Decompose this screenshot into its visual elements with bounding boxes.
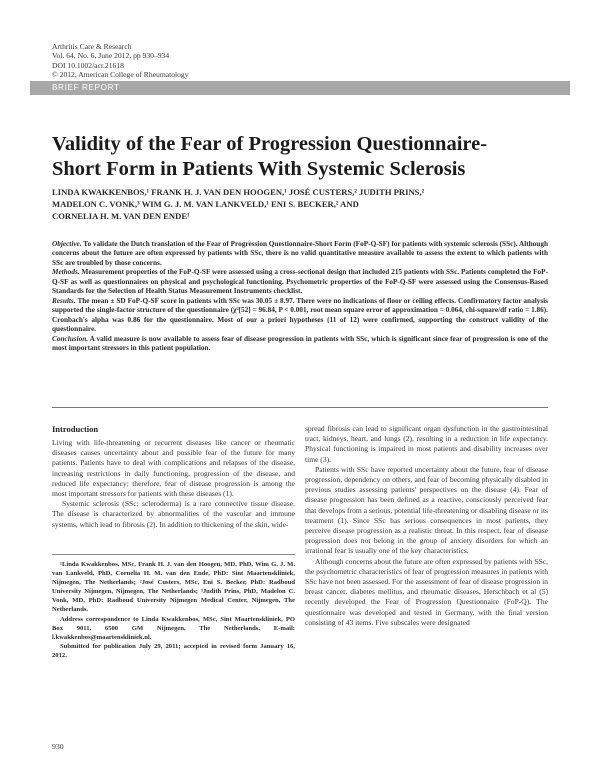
objective-label: Objective. <box>52 240 82 248</box>
conclusion-label: Conclusion. <box>52 334 89 343</box>
article-title <box>52 132 572 182</box>
right-column <box>305 424 548 628</box>
author-list <box>52 186 572 223</box>
section-band: BRIEF REPORT <box>30 81 570 95</box>
affiliations-footnote <box>52 560 295 660</box>
journal-copyright: © 2012, American College of Rheumatology <box>52 70 189 80</box>
conclusion-text: A valid measure is now available to assess fear of disease progression in patients with SSc, which is significant since fear of progression is one of the most important stressors in this patient population. <box>52 334 548 352</box>
introduction-heading: Introduction <box>52 424 99 434</box>
body-paragraph: Although concerns about the future are often expressed by patients with SSc, the psychometric characteristics of fear of progression measures in patients with SSc have not been assessed. For the assessment of fear of disease progression in breast cancer, diabetes mellitus, and rheumatic diseases, Herschbach et al (5) recently developed the Fear of Progression Questionnaire (FoP-Q). The questionnaire was developed and tested in Germany, with the final version consisting of 43 items. Five subscales were designated <box>305 556 548 627</box>
title-line: Short Form in Patients With Systemic Sclerosis <box>52 158 466 180</box>
results-text: The mean ± SD FoP-Q-SF score in patients with SSc was 30.05 ± 8.97. There were no indications of floor or ceiling effects. Confirmatory factor analysis supported the single-factor structure of the questionnaire (χ²[52] = 96.84, P < 0.001, root mean square error of approximation = 0.064, chi-square/df ratio = 1.86). Cronbach's alpha was 0.86 for the questionnaire. Most of our a priori hypotheses (11 of 12) were confirmed, supporting the construct validity of the questionnaire. <box>52 296 548 334</box>
objective-text: To validate the Dutch translation of the Fear of Progression Questionnaire-Short Form (FoP-Q-SF) for patients with systemic sclerosis (SSc). Although concerns about the future are often expressed by patients with SSc, there is no valid quantitative measure available to assess the extent to which patients with SSc are troubled by those concerns. <box>52 240 548 267</box>
author-line: LINDA KWAKKENBOS,¹ FRANK H. J. VAN DEN HOOGEN,¹ JOSÉ CUSTERS,² JUDITH PRINS,² <box>52 187 425 197</box>
methods-label: Methods. <box>52 268 80 277</box>
journal-doi: DOI 10.1002/acr.21618 <box>52 60 124 70</box>
body-paragraph: Patients with SSc have reported uncertainty about the future, fear of disease progression, dependency on others, and fear of becoming physically disabled in previous studies assessing patients' perspectives on the disease (4). Fear of disease progression has been defined as a reactive, consciously perceived fear that develops from a serious, potential life-threatening or disabling disease or its treatment (1). Since SSc has serious consequences in most patients, they perceive disease progression as a realistic threat. In this respect, fear of disease progression does not belong in the group of anxiety disorders for which an irrational fear is usually one of the key characteristics. <box>305 464 548 556</box>
affiliation-text: ¹Linda Kwakkenbos, MSc, Frank H. J. van den Hoogen, MD, PhD, Wim G. J. M. van Lankveld, PhD, Cornelia H. M. van den Ende, PhD: Sint Maartenskliniek, Nijmegen, The Netherlands; ²José Custers, MSc, Eni S. Becker, PhD: Radboud University Nijmegen, Nijmegen, The Netherlands; ³Judith Prins, PhD, Madelon C. Vonk, MD, PhD: Radboud University Nijmegen Medical Center, Nijmegen, The Netherlands. <box>52 561 295 614</box>
intro-paragraph: Systemic sclerosis (SSc; scleroderma) is a rare connective tissue disease. The disease is characterized by abnormalities of the vascular and immune systems, which lead to fibrosis (2). In addition to thickening of the skin, wide- <box>52 499 295 529</box>
title-line: Validity of the Fear of Progression Questionnaire- <box>52 133 488 155</box>
page-number: 930 <box>52 742 64 751</box>
footnote-divider <box>52 554 295 555</box>
left-column <box>52 424 295 530</box>
body-paragraph: spread fibrosis can lead to significant organ dysfunction in the gastrointestinal tract, kidneys, heart, and lungs (2), resulting in a reduction in life expectancy. Physical functioning is impaired in most patients and disability increases over time (3). <box>305 424 548 464</box>
abstract-methods <box>52 268 548 296</box>
author-line: MADELON C. VONK,³ WIM G. J. M. VAN LANKVELD,¹ ENI S. BECKER,² AND <box>52 199 359 210</box>
journal-issue: Vol. 64, No. 6, June 2012, pp 930–934 <box>52 51 170 61</box>
intro-paragraph: Living with life-threatening or recurrent diseases like cancer or rheumatic diseases causes uncertainty about and possible fear of the future for many patients. Patients have to deal with complications and relapses of the disease, increasing restrictions in daily functioning, progression of the disease, and reduced life expectancy; therefore, fear of disease progression is among the most important stressors for patients with these diseases (1). <box>52 438 295 499</box>
abstract-objective <box>52 240 548 268</box>
methods-text: Measurement properties of the FoP-Q-SF were assessed using a cross-sectional design that included 215 patients with SSc. Patients completed the FoP-Q-SF as well as questionnaires on physical and psychological functioning. Psychometric properties of the FoP-Q-SF were assessed using the Consensus-Based Standards for the Selection of Health Status Measurement Instruments checklist. <box>52 268 548 296</box>
correspondence-text: Address correspondence to Linda Kwakkenbos, MSc, Sint Maartenskliniek, PO Box 9011, 6500 GM Nijmegen, The Netherlands. E-mail: l.kwakkenbos@maartenskliniek.nl. <box>52 615 295 641</box>
abstract-conclusion <box>52 335 548 354</box>
abstract <box>52 240 548 353</box>
abstract-results <box>52 297 548 335</box>
results-label: Results. <box>52 296 76 305</box>
submission-text: Submitted for publication July 29, 2011; accepted in revised form January 16, 2012. <box>52 642 295 659</box>
section-divider <box>52 407 548 408</box>
journal-name: Arthritis Care & Research <box>52 42 132 51</box>
journal-meta <box>52 42 189 80</box>
author-line: CORNELIA H. M. VAN DEN ENDE¹ <box>52 211 190 222</box>
